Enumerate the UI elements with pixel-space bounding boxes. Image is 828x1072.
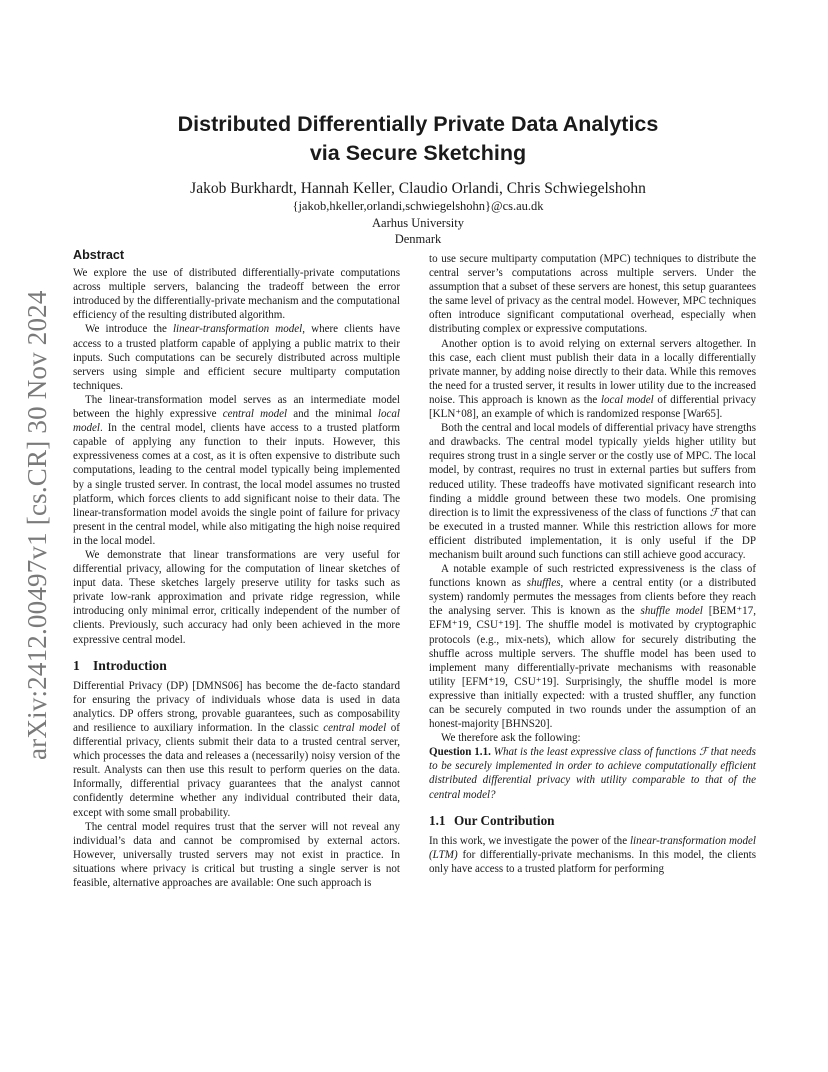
question-label: Question 1.1. — [429, 746, 491, 759]
right-paragraph-3: Both the central and local models of differential privacy have strengths and drawbacks. The central model typically yields higher utility but requires strong trust in a single server or the costly use of MPC. The local model, by contrast, requires no trust in external parties but suffers from reduced utility. These tradeoffs have motivated significant research into finding a middle ground between these two models. One promising direction is to limit the expressiveness of the class of functions ℱ that can be executed in a trusted manner. While this restriction allows for more efficient distributed implementation, it is only useful if the DP mechanism built around such functions can still achieve good accuracy. — [429, 422, 756, 561]
arxiv-stamp-text: arXiv:2412.00497v1 [cs.CR] 30 Nov 2024 — [22, 290, 52, 760]
intro-paragraph-2: The central model requires trust that the server will not reveal any individual’s data and cannot be compromised by external actors. However, universally trusted servers may not exist in practice. In situations where privacy is critical but trusting a single server is not feasible, alternative approaches are available: One such approach is — [73, 820, 400, 890]
title-line-1: Distributed Differentially Private Data Analytics — [177, 112, 659, 136]
affiliation: Aarhus University — [372, 215, 464, 230]
left-column — [73, 248, 400, 890]
paper-header — [120, 110, 716, 248]
intro-paragraph-1: Differential Privacy (DP) [DMNS06] has become the de-facto standard for ensuring the privacy of individuals whose data is used in data analytics. DP offers strong, provable guarantees, such as composability and resilience to auxiliary information. In the classic central model of differential privacy, clients submit their data to a trusted central server, which processes the data and releases a (necessarily) noisy version of the result. Analysts can then use this result to perform queries on the data. Informally, differential privacy guarantees that the analyst cannot confidently determine whether any individual contributed their data, except with some small probability. — [73, 679, 400, 819]
abstract-paragraph-3: The linear-transformation model serves as an intermediate model between the highly expressive central model and the minimal local model. In the central model, clients have access to a trusted platform capable of applying any function to their inputs. However, this expressiveness comes at a cost, as it is often expensive to distribute such computations, leading to the central model typically being implemented by a single trusted server. In contrast, the local model assumes no trusted platform, which forces clients to add significant noise to their data. The linear-transformation model avoids the single point of failure for privacy present in the central model, while also mitigating the high noise required in the local model. — [73, 393, 400, 547]
title-line-2: via Secure Sketching — [309, 141, 527, 165]
question-text: What is the least expressive class of functions ℱ that needs to be securely implemented in order to achieve computationally efficient distributed differential privacy with utility comparable to that of the central model? — [429, 746, 756, 801]
right-paragraph-4: A notable example of such restricted expressiveness is the class of functions known as shuffles, where a central entity (or a distributed system) randomly permutes the messages from clients before they reach the analysing server. This is known as the shuffle model [BEM⁺17, EFM⁺19, CSU⁺19]. The shuffle model is motivated by cryptographic protocols (e.g., mix-nets), which allow for securely distributing the shuffle across multiple servers. The shuffle model has been used to implement many differentially-private mechanisms with reasonable utility [EFM⁺19, CSU⁺19]. Surprisingly, the shuffle model is more expressive than initially expected: with a trusted shuffler, any function can be securely computed in two rounds under the assumption of an honest-majority [BHNS20]. — [429, 563, 757, 731]
right-column — [429, 252, 756, 876]
abstract-paragraph-4: We demonstrate that linear transformations are very useful for differential privacy, allowing for the computation of linear sketches of input data. These sketches largely preserve utility for tasks such as private low-rank approximation and private ridge regression, while introducing only minimal error, critically independent of the number of clients. Previously, such accuracy had only been achieved in the more expressive central model. — [73, 548, 400, 646]
subsection-heading-contribution: 1.1 Our Contribution — [429, 812, 555, 828]
right-paragraph-2: Another option is to avoid relying on external servers altogether. In this case, each client must publish their data in a locally differentially private manner, by adding noise directly to their data. While this removes the need for a trusted server, it results in lower utility due to the increased noise. This approach is known as the local model of differential privacy [KLN⁺08], an example of which is randomized response [War65]. — [429, 337, 756, 421]
section-heading-introduction: 1 Introduction — [73, 657, 167, 673]
paper-title — [120, 110, 716, 168]
question-1-1 — [429, 745, 756, 801]
country: Denmark — [394, 232, 442, 246]
abstract-heading: Abstract — [73, 248, 125, 262]
right-paragraph-5: We therefore ask the following: — [441, 732, 581, 745]
arxiv-stamp — [14, 270, 58, 760]
author-emails: {jakob,hkeller,orlandi,schwiegelshohn}@cs.au.dk — [292, 199, 544, 213]
author-list: Jakob Burkhardt, Hannah Keller, Claudio Orlandi, Chris Schwiegelshohn — [190, 180, 646, 197]
abstract-paragraph-1: We explore the use of distributed differentially-private computations across multiple servers, balancing the tradeoff between the error introduced by the differentially-private mechanism and the computational efficiency of the resulting distributed algorithm. — [73, 267, 400, 322]
abstract-paragraph-2: We introduce the linear-transformation model, where clients have access to a trusted platform capable of applying a public matrix to their inputs. Such computations can be securely distributed across multiple servers using simple and efficient secure multiparty computation techniques. — [73, 323, 400, 392]
right-paragraph-1: to use secure multiparty computation (MPC) techniques to distribute the central server’s computations across multiple servers. Under the assumption that a subset of these servers are honest, this setup guarantees the same level of privacy as the central model. However, MPC techniques often introduce significant computational overhead, especially when distributing complex or expressive computations. — [429, 253, 756, 336]
contribution-paragraph-1: In this work, we investigate the power of the linear-transformation model (LTM) for differentially-private mechanisms. In this model, the clients only have access to a trusted platform for performing — [429, 834, 756, 875]
